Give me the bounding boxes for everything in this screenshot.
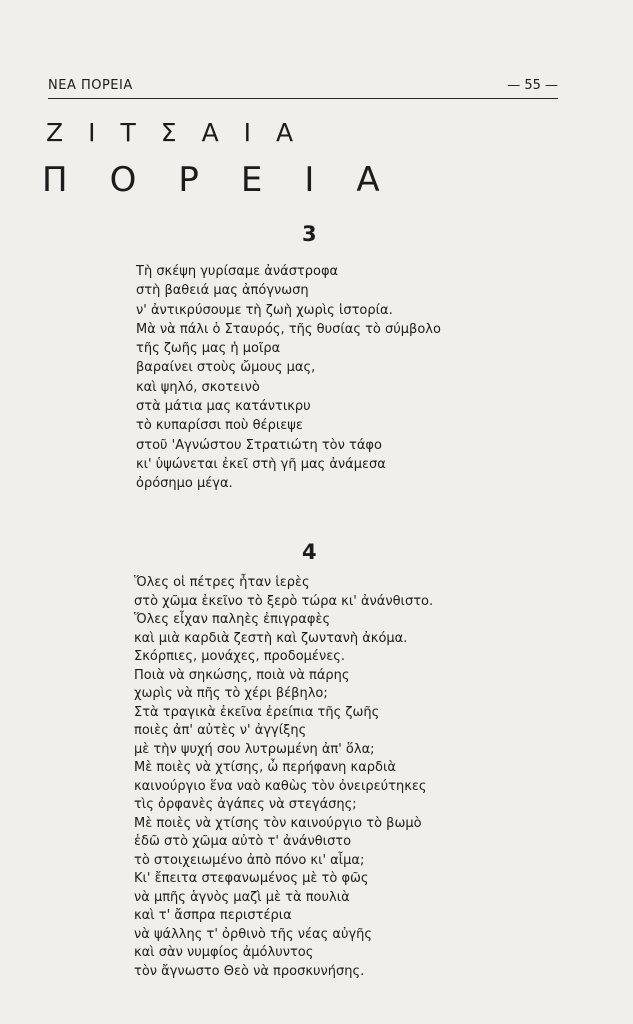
poem-line: στὸ χῶμα ἐκεῖνο τὸ ξερὸ τώρα κι' ἀνάνθιστο. bbox=[134, 593, 434, 609]
poem-line: τὸ στοιχειωμένο ἀπὸ πόνο κι' αἷμα; bbox=[134, 852, 365, 868]
poem-line: Μὲ ποιὲς νὰ χτίσης, ὦ περήφανη καρδιὰ bbox=[134, 760, 396, 775]
poem-line: Κι' ἔπειτα στεφανωμένος μὲ τὸ φῶς bbox=[134, 871, 369, 886]
poem-line: νὰ ψάλλης τ' ὀρθινὸ τῆς νέας αὐγῆς bbox=[134, 926, 373, 942]
poem-line: τὶς ὀρφανὲς ἀγάπες νὰ στεγάσης; bbox=[134, 797, 357, 812]
poem-line: τῆς ζωῆς μας ἡ μοῖρα bbox=[136, 341, 281, 357]
poem-line: ποιὲς ἀπ' αὐτὲς ν' ἀγγίξης bbox=[134, 723, 307, 738]
poem-line: καὶ μιὰ καρδιὰ ζεστὴ καὶ ζωντανὴ ἀκόμα. bbox=[134, 630, 408, 646]
poem-line: κι' ὑψώνεται ἐκεῖ στὴ γῆ μας ἀνάμεσα bbox=[136, 456, 386, 472]
poem-line: νὰ μπῆς ἁγνὸς μαζὶ μὲ τὰ πουλιὰ bbox=[134, 889, 350, 905]
poem-line: Τὴ σκέψη γυρίσαμε ἀνάστροφα bbox=[136, 264, 339, 279]
page-number: — 55 — bbox=[507, 78, 558, 93]
poem-line: Μὰ νὰ πάλι ὁ Σταυρός, τῆς θυσίας τὸ σύμβολο bbox=[136, 321, 441, 337]
poem-section-4 bbox=[134, 574, 433, 981]
poem-line: Ὅλες εἶχαν παληὲς ἐπιγραφὲς bbox=[134, 612, 331, 627]
section-number-4: 4 bbox=[302, 540, 317, 564]
poem-line: τὸ κυπαρίσσι ποὺ θέριεψε bbox=[136, 418, 303, 434]
poem-line: βαραίνει στοὺς ὤμους μας, bbox=[136, 360, 316, 376]
poem-section-3 bbox=[136, 262, 441, 494]
journal-name: ΝΕΑ ΠΟΡΕΙΑ bbox=[48, 78, 133, 93]
poem-line: χωρὶς νὰ πῆς τὸ χέρι βέβηλο; bbox=[134, 686, 328, 701]
poem-line: μὲ τὴν ψυχή σου λυτρωμένη ἀπ' ὅλα; bbox=[134, 741, 375, 757]
poem-line: στὰ μάτια μας κατάντικρυ bbox=[136, 399, 311, 415]
poem-line: τὸν ἄγνωστο Θεὸ νὰ προσκυνήσης. bbox=[134, 963, 365, 979]
poem-line: καὶ τ' ἄσπρα περιστέρια bbox=[134, 908, 292, 923]
poem-line: Μὲ ποιὲς νὰ χτίσης τὸν καινούργιο τὸ βωμὸ bbox=[134, 815, 422, 831]
title-line-1: ΖΙΤΣΑΙΑ bbox=[46, 118, 319, 147]
poem-line: καὶ ψηλό, σκοτεινὸ bbox=[136, 379, 260, 395]
poem-line: ἐδῶ στὸ χῶμα αὐτὸ τ' ἀνάνθιστο bbox=[134, 834, 352, 849]
poem-line: καινούργιο ἕνα ναὸ καθὼς τὸν ὀνειρεύτηκες bbox=[134, 778, 427, 794]
title-line-2: ΠΟΡΕΙΑ bbox=[42, 160, 422, 200]
poem-line: στὴ βαθειά μας ἀπόγνωση bbox=[136, 283, 309, 299]
section-number-3: 3 bbox=[302, 222, 317, 246]
poem-line: Σκόρπιες, μονάχες, προδομένες. bbox=[134, 649, 346, 664]
poem-line: Ποιὰ νὰ σηκώσης, ποιὰ νὰ πάρης bbox=[134, 667, 350, 683]
poem-line: Ὅλες οἱ πέτρες ἦταν ἱερὲς bbox=[134, 575, 310, 590]
poem-line: ὀρόσημο μέγα. bbox=[136, 476, 233, 492]
poem-line: ν' ἀντικρύσουμε τὴ ζωὴ χωρὶς ἱστορία. bbox=[136, 302, 393, 318]
poem-line: Στὰ τραγικὰ ἐκεῖνα ἐρείπια τῆς ζωῆς bbox=[134, 704, 380, 720]
poem-line: στοῦ 'Αγνώστου Στρατιώτη τὸν τάφο bbox=[136, 437, 382, 453]
running-header bbox=[48, 76, 558, 99]
poem-line: καὶ σὰν νυμφίος ἀμόλυντος bbox=[134, 945, 314, 960]
